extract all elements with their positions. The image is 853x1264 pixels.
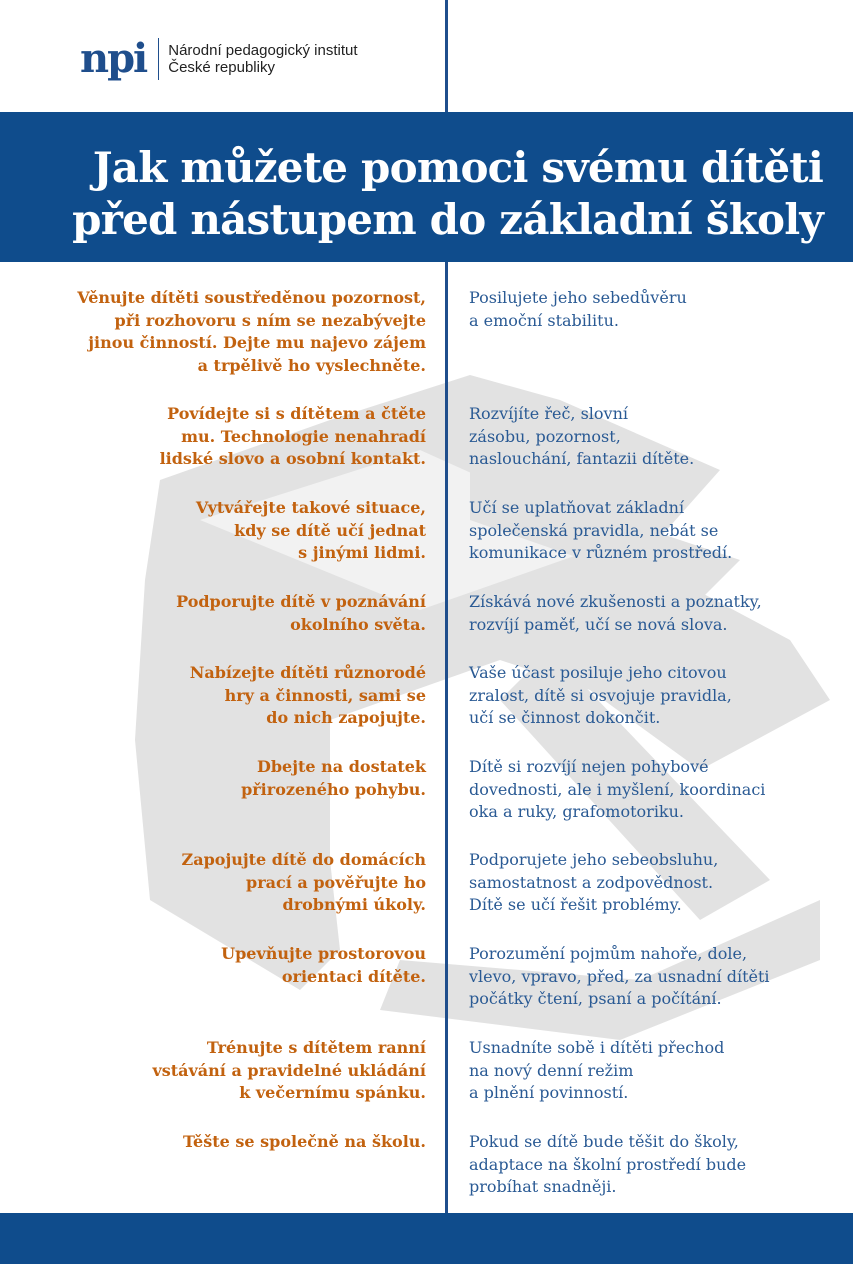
benefit-text bbox=[469, 1131, 829, 1199]
benefit-line: Pokud se dítě bude těšit do školy, bbox=[469, 1132, 739, 1151]
tip-text bbox=[66, 943, 426, 988]
tip-line: k večernímu spánku. bbox=[239, 1083, 426, 1102]
benefit-line: Dítě se učí řešit problémy. bbox=[469, 895, 682, 914]
tip-line: vstávání a pravidelné ukládání bbox=[152, 1060, 426, 1080]
benefit-text bbox=[469, 849, 829, 917]
title-line2: před nástupem do základní školy bbox=[72, 195, 823, 244]
tip-text bbox=[66, 1037, 426, 1105]
benefit-line: Dítě si rozvíjí nejen pohybové bbox=[469, 757, 709, 776]
logo-separator bbox=[158, 38, 159, 80]
benefit-line: adaptace na školní prostředí bude bbox=[469, 1154, 747, 1174]
title-line1: Jak můžete pomoci svému dítěti bbox=[92, 143, 823, 192]
benefit-line: samostatnost a zodpovědnost. bbox=[469, 872, 714, 892]
logo-mark: npi bbox=[80, 35, 147, 82]
tip-line: Věnujte dítěti soustředěnou pozornost, bbox=[77, 288, 426, 307]
benefit-line: a emoční stabilitu. bbox=[469, 310, 619, 330]
title-banner bbox=[0, 112, 853, 262]
tip-text bbox=[66, 403, 426, 471]
tip-line: Nabízejte dítěti různorodé bbox=[189, 663, 426, 682]
benefit-line: Posilujete jeho sebedůvěru bbox=[469, 288, 687, 307]
benefit-text bbox=[469, 403, 829, 471]
tip-line: orientaci dítěte. bbox=[281, 966, 426, 986]
organization-name-line2: České republiky bbox=[168, 59, 275, 76]
tip-line: hry a činnosti, sami se bbox=[224, 685, 426, 705]
tip-line: prací a pověřujte ho bbox=[246, 872, 426, 892]
benefit-line: Usnadníte sobě i dítěti přechod bbox=[469, 1038, 725, 1057]
benefit-text bbox=[469, 287, 829, 332]
tip-line: přirozeného pohybu. bbox=[241, 779, 426, 799]
tip-line: Trénujte s dítětem ranní bbox=[206, 1038, 426, 1057]
tip-text bbox=[66, 497, 426, 565]
benefit-line: Vaše účast posiluje jeho citovou bbox=[469, 663, 727, 682]
tip-line: Povídejte si s dítětem a čtěte bbox=[167, 404, 426, 423]
benefit-line: oka a ruky, grafomotoriku. bbox=[469, 802, 685, 821]
benefit-text bbox=[469, 756, 829, 824]
tip-line: do nich zapojujte. bbox=[266, 708, 426, 727]
tip-line: okolního světa. bbox=[290, 614, 426, 634]
benefit-line: zásobu, pozornost, bbox=[469, 426, 621, 446]
benefit-line: komunikace v různém prostředí. bbox=[469, 543, 733, 562]
tip-line: s jinými lidmi. bbox=[298, 543, 426, 562]
tip-text bbox=[66, 756, 426, 801]
tip-text bbox=[66, 591, 426, 636]
benefit-line: Porozumění pojmům nahoře, dole, bbox=[469, 944, 748, 963]
benefit-line: Podporujete jeho sebeobsluhu, bbox=[469, 850, 719, 869]
benefit-line: rozvíjí paměť, učí se nová slova. bbox=[469, 614, 728, 634]
page-title bbox=[72, 142, 823, 246]
tip-line: drobnými úkoly. bbox=[282, 895, 426, 914]
benefit-line: Získává nové zkušenosti a poznatky, bbox=[469, 592, 762, 611]
tip-line: Těšte se společně na školu. bbox=[182, 1132, 426, 1151]
benefit-line: dovednosti, ale i myšlení, koordinaci bbox=[469, 779, 766, 799]
benefit-line: počátky čtení, psaní a počítání. bbox=[469, 989, 722, 1008]
tip-line: Podporujte dítě v poznávání bbox=[176, 592, 426, 611]
benefit-line: naslouchání, fantazii dítěte. bbox=[469, 449, 695, 468]
benefit-text bbox=[469, 662, 829, 730]
benefit-text bbox=[469, 591, 829, 636]
npi-logo bbox=[80, 35, 358, 82]
benefit-line: vlevo, vpravo, před, za usnadní dítěti bbox=[469, 966, 770, 986]
organization-name bbox=[168, 42, 357, 76]
tip-text bbox=[66, 662, 426, 730]
tip-line: Upevňujte prostorovou bbox=[221, 944, 426, 963]
footer-banner bbox=[0, 1213, 853, 1264]
benefit-line: Učí se uplatňovat základní bbox=[469, 498, 685, 517]
benefit-text bbox=[469, 497, 829, 565]
benefit-line: společenská pravidla, nebát se bbox=[469, 520, 719, 540]
tip-text bbox=[66, 287, 426, 377]
benefit-line: a plnění povinností. bbox=[469, 1083, 629, 1102]
tip-line: a trpělivě ho vyslechněte. bbox=[197, 355, 426, 375]
tip-line: kdy se dítě učí jednat bbox=[234, 520, 426, 540]
tip-line: při rozhovoru s ním se nezabývejte bbox=[114, 310, 426, 330]
benefit-line: zralost, dítě si osvojuje pravidla, bbox=[469, 685, 732, 705]
benefit-text bbox=[469, 1037, 829, 1105]
benefit-line: Rozvíjíte řeč, slovní bbox=[469, 404, 628, 423]
tip-line: lidské slovo a osobní kontakt. bbox=[159, 449, 426, 468]
tip-text bbox=[66, 1131, 426, 1154]
tip-line: mu. Technologie nenahradí bbox=[181, 426, 426, 446]
tip-line: Vytvářejte takové situace, bbox=[195, 498, 426, 517]
tip-text bbox=[66, 849, 426, 917]
organization-name-line1: Národní pedagogický institut bbox=[168, 42, 358, 59]
benefit-line: na nový denní režim bbox=[469, 1060, 634, 1080]
tip-line: Dbejte na dostatek bbox=[256, 757, 426, 776]
benefit-line: učí se činnost dokončit. bbox=[469, 708, 661, 727]
tip-line: Zapojujte dítě do domácích bbox=[181, 850, 426, 869]
benefit-line: probíhat snadněji. bbox=[469, 1177, 617, 1196]
benefit-text bbox=[469, 943, 829, 1011]
tip-line: jinou činností. Dejte mu najevo zájem bbox=[88, 333, 426, 352]
